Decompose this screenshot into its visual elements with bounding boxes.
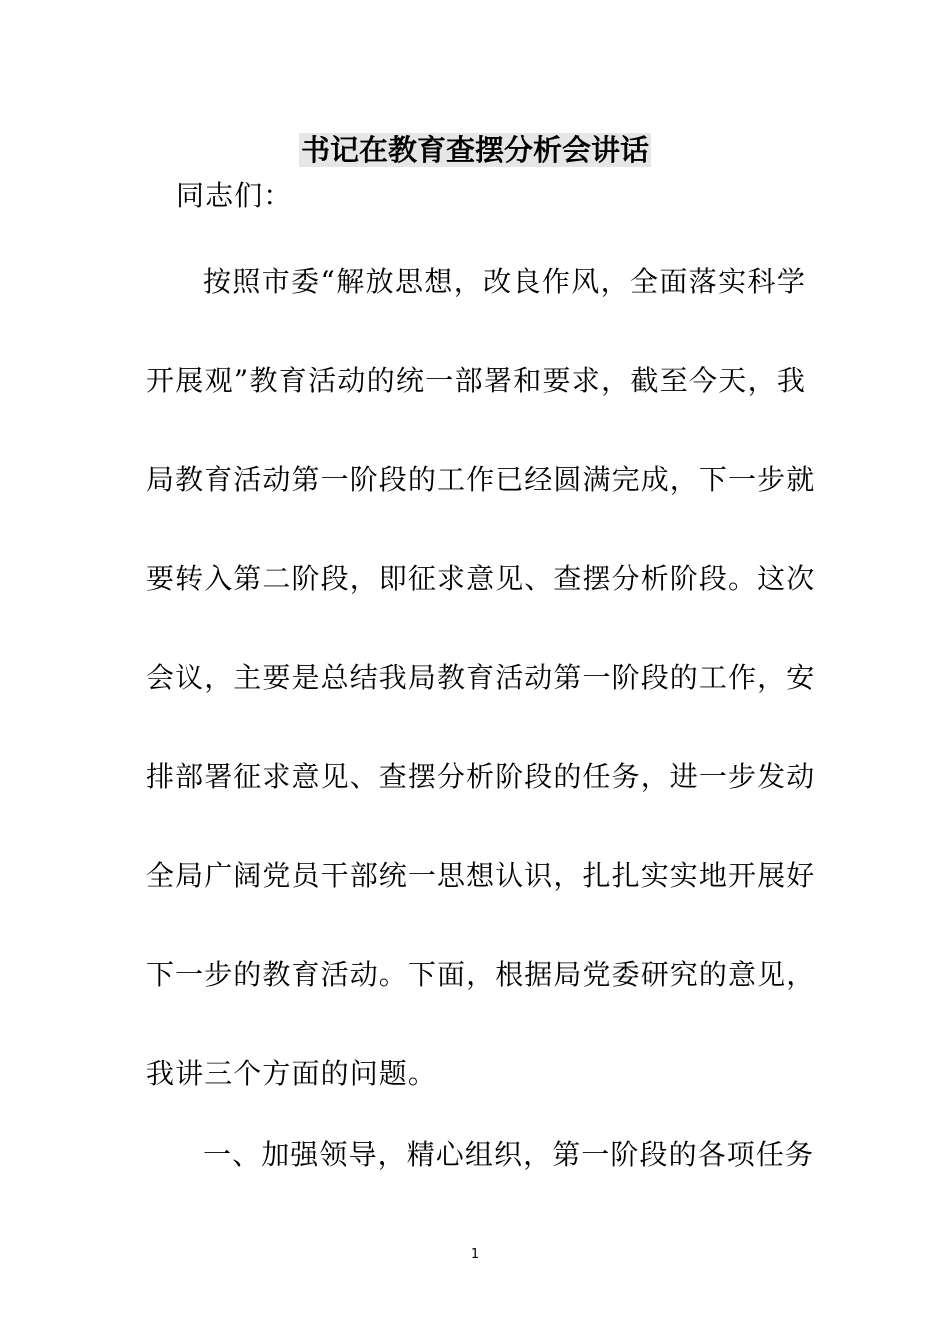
body-line-7: 全局广阔党员干部统一思想认识，扎扎实实地开展好: [146, 859, 816, 892]
body-line-4: 要转入第二阶段，即征求意见、查摆分析阶段。这次: [146, 562, 816, 595]
section-heading-1: 一、加强领导，精心组织，第一阶段的各项任务: [203, 1138, 815, 1171]
body-line-9: 我讲三个方面的问题。: [146, 1057, 438, 1090]
document-title: [0, 128, 950, 172]
body-line-2: 开展观”教育活动的统一部署和要求，截至今天，我: [146, 364, 806, 397]
page-number: 1: [470, 1247, 480, 1262]
body-line-1: 按照市委“解放思想，改良作风，全面落实科学: [203, 265, 806, 298]
body-line-6: 排部署征求意见、查摆分析阶段的任务，进一步发动: [146, 760, 816, 793]
body-line-5: 会议，主要是总结我局教育活动第一阶段的工作，安: [146, 661, 816, 694]
body-line-3: 局教育活动第一阶段的工作已经圆满完成，下一步就: [146, 463, 816, 496]
body-line-8: 下一步的教育活动。下面，根据局党委研究的意见，: [146, 958, 816, 991]
salutation: 同志们：: [176, 179, 293, 212]
title-text: 书记在教育查摆分析会讲话: [300, 133, 649, 167]
